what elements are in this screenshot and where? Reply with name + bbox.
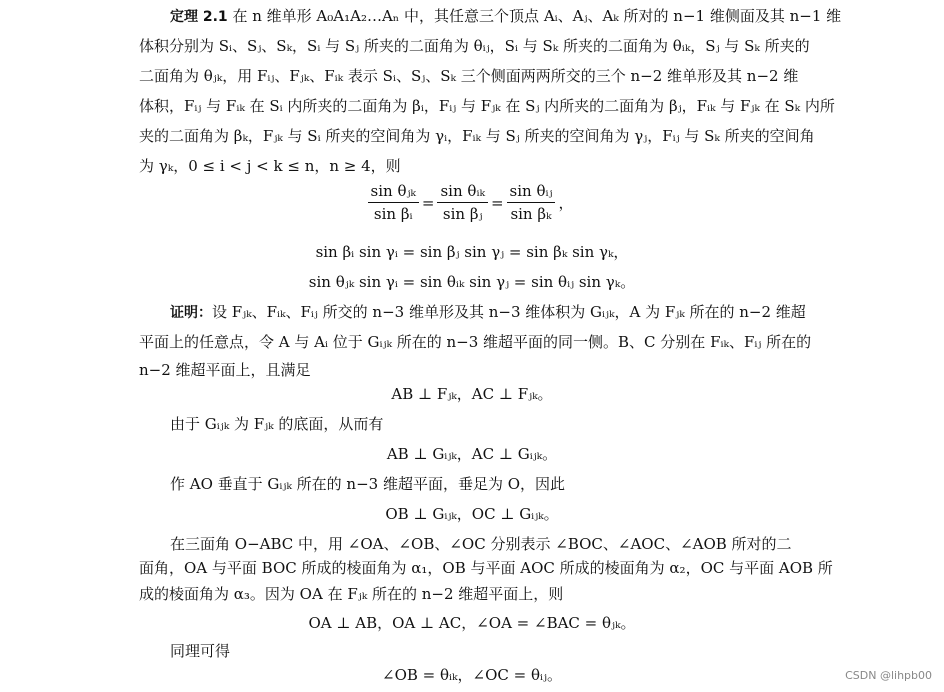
theorem-line-1 (170, 4, 886, 30)
proof-line-8: 成的棱面角为 α₃。因为 OA 在 Fⱼₖ 所在的 n−2 维超平面上，则 (139, 585, 564, 603)
fraction-3-den: sin βₖ (510, 205, 552, 223)
proof-line-3: n−2 维超平面上，且满足 (139, 361, 311, 379)
proof-line-2: 平面上的任意点，令 A 与 Aᵢ 位于 Gᵢⱼₖ 所在的 n−3 维超平面的同一侧。B、C 分别在 Fᵢₖ、Fᵢⱼ 所在的 (139, 333, 812, 351)
fraction-2 (437, 180, 487, 225)
fraction-1-den: sin βᵢ (373, 205, 413, 223)
fraction-1-num: sin θⱼₖ (368, 180, 419, 203)
proof-line-9: 同理可得 (170, 642, 231, 660)
fraction-3-num: sin θᵢⱼ (507, 180, 556, 203)
csdn-watermark: CSDN @lihpb00 (845, 669, 932, 682)
fraction-2-num: sin θᵢₖ (437, 180, 487, 203)
equals-sign: = (490, 193, 504, 212)
equation-c: OB ⊥ Gᵢⱼₖ，OC ⊥ Gᵢⱼₖ。 (385, 505, 559, 523)
equation-tail: ， (558, 194, 574, 212)
theorem-line-4: 体积，Fᵢⱼ 与 Fᵢₖ 在 Sᵢ 内所夹的二面角为 βᵢ，Fᵢⱼ 与 Fⱼₖ 在 Sⱼ 内所夹的二面角为 βⱼ，Fᵢₖ 与 Fⱼₖ 在 Sₖ 内所 (139, 97, 835, 115)
equation-a: AB ⊥ Fⱼₖ，AC ⊥ Fⱼₖ。 (391, 385, 553, 403)
proof-line-4: 由于 Gᵢⱼₖ 为 Fⱼₖ 的底面，从而有 (170, 415, 384, 433)
equation-e: ∠OB = θᵢₖ，∠OC = θᵢⱼ。 (382, 666, 562, 684)
equation-b: AB ⊥ Gᵢⱼₖ，AC ⊥ Gᵢⱼₖ。 (386, 445, 558, 463)
fraction-3 (507, 180, 556, 225)
fraction-1 (368, 180, 419, 225)
proof-label: 证明： (170, 305, 212, 321)
theorem-line-3: 二面角为 θⱼₖ，用 Fᵢⱼ、Fⱼₖ、Fᵢₖ 表示 Sᵢ、Sⱼ、Sₖ 三个侧面两两所交的三个 n−2 维单形及其 n−2 维 (139, 67, 799, 85)
proof-line-1 (170, 300, 886, 326)
theorem-line-2: 体积分别为 Sᵢ、Sⱼ、Sₖ，Sᵢ 与 Sⱼ 所夹的二面角为 θᵢⱼ，Sᵢ 与 Sₖ 所夹的二面角为 θᵢₖ，Sⱼ 与 Sₖ 所夹的 (139, 37, 810, 55)
equation-2: sin βᵢ sin γᵢ = sin βⱼ sin γⱼ = sin βₖ sin γₖ， (315, 243, 629, 261)
equation-3: sin θⱼₖ sin γᵢ = sin θᵢₖ sin γⱼ = sin θᵢⱼ sin γₖ。 (308, 273, 636, 291)
proof-line-6: 在三面角 O−ABC 中，用 ∠OA、∠OB、∠OC 分别表示 ∠BOC、∠AOC、∠AOB 所对的二 (170, 535, 792, 553)
proof-line-5: 作 AO 垂直于 Gᵢⱼₖ 所在的 n−3 维超平面，垂足为 O，因此 (170, 475, 566, 493)
theorem-line-5: 夹的二面角为 βₖ，Fⱼₖ 与 Sᵢ 所夹的空间角为 γᵢ，Fᵢₖ 与 Sⱼ 所夹的空间角为 γⱼ，Fᵢⱼ 与 Sₖ 所夹的空间角 (139, 127, 815, 145)
equation-d: OA ⊥ AB，OA ⊥ AC，∠OA = ∠BAC = θⱼₖ。 (308, 614, 636, 632)
equation-fractions (0, 180, 944, 232)
proof-text-1: 设 Fⱼₖ、Fᵢₖ、Fᵢⱼ 所交的 n−3 维单形及其 n−3 维体积为 Gᵢⱼₖ，A 为 Fⱼₖ 所在的 n−2 维超 (212, 303, 806, 321)
proof-line-7: 面角，OA 与平面 BOC 所成的棱面角为 α₁，OB 与平面 AOC 所成的棱面角为 α₂，OC 与平面 AOB 所 (139, 559, 833, 577)
fraction-2-den: sin βⱼ (442, 205, 483, 223)
theorem-label: 定理 2.1 (170, 9, 228, 25)
theorem-line-6: 为 γₖ，0 ≤ i < j < k ≤ n，n ≥ 4，则 (139, 157, 401, 175)
equals-sign: = (421, 193, 435, 212)
theorem-text-1: 在 n 维单形 A₀A₁A₂…Aₙ 中，其任意三个顶点 Aᵢ、Aⱼ、Aₖ 所对的 n−1 维侧面及其 n−1 维 (227, 7, 842, 25)
